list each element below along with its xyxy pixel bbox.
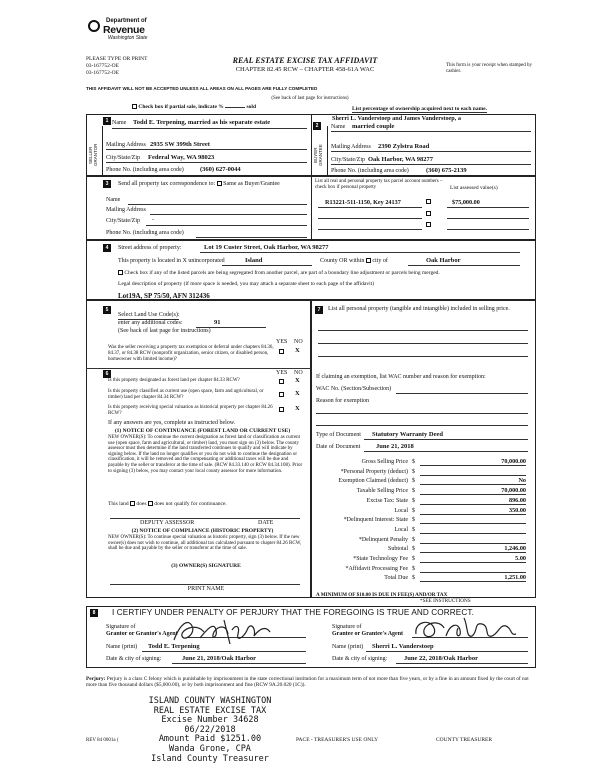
tax-row-symbol: $	[412, 478, 415, 485]
grantee-name[interactable]: Sherri L. Vanderstoep	[372, 643, 434, 650]
land-use-see-back: (See back of last page for instructions)	[118, 328, 211, 334]
corr-phone-field[interactable]	[196, 237, 307, 238]
section-1-number: 1	[103, 117, 111, 125]
tax-row-symbol: $	[412, 565, 415, 572]
stamp-line-5: Amount Paid $1251.00	[158, 734, 262, 745]
tax-row-label: Total Due	[384, 575, 408, 582]
wac-label: WAC No. (Section/Subsection)	[316, 386, 392, 392]
tax-row	[316, 507, 530, 516]
tax-row-value[interactable]: 896.00	[420, 497, 526, 505]
tax-row-label: Subtotal	[387, 546, 408, 553]
tax-row	[316, 516, 530, 525]
minimum-note: A MINIMUM OF $10.00 IS DUE IN FEE(S) AND/OR TAX	[316, 592, 448, 598]
buyer-name-1[interactable]: Sherri L. Vanderstoep and James Vanderstoep, a	[332, 115, 461, 122]
notice-continuance-title: (1) NOTICE OF CONTINUANCE (FOREST LAND OR CURRENT USE)	[114, 428, 291, 434]
corr-mail-label: Mailing Address	[106, 207, 146, 213]
buyer-city-label: City/State/Zip	[331, 157, 365, 163]
stamp-line-2: REAL ESTATE EXCISE TAX	[153, 705, 267, 716]
seller-mail-label: Mailing Address	[106, 142, 146, 148]
section-8-number: 8	[90, 609, 98, 617]
seller-name-label: Name	[112, 120, 127, 126]
land-use-code[interactable]: 91	[214, 319, 221, 326]
grantee-name-label: Name (print)	[332, 644, 364, 650]
section-5-number: 5	[103, 306, 111, 314]
county-treasurer-label: COUNTY TREASURER	[436, 737, 493, 743]
question-current-use: Is this property classified as current use (open space, farm and agricultural, or timber) land per chapter 84.34 RCW?	[108, 389, 264, 400]
ownership-note: List percentage of ownership acquired next to each name.	[352, 106, 487, 112]
tax-row-symbol: $	[412, 546, 415, 553]
partial-sale-row	[132, 104, 256, 110]
q2-no-answer[interactable]: X	[295, 377, 300, 384]
buyer-name-2[interactable]: married couple	[352, 123, 395, 130]
print-name-line[interactable]	[110, 584, 300, 585]
form-title: REAL ESTATE EXCISE TAX AFFIDAVIT	[232, 56, 378, 65]
grantor-sig-label-2: Grantor or Grantor's Agent	[106, 631, 178, 637]
grantee-sig-label-2: Grantee or Grantee's Agent	[332, 631, 404, 637]
assessed-value[interactable]: $75,000.00	[452, 199, 480, 206]
tax-row	[316, 545, 530, 554]
tax-row-value[interactable]: No	[420, 477, 526, 485]
rev-code: REV 84 0001a (	[86, 738, 119, 743]
notice-compliance-title: (2) NOTICE OF COMPLIANCE (HISTORIC PROPERTY)	[131, 528, 274, 534]
tax-row-value[interactable]: 1,246.00	[420, 545, 526, 553]
tax-row-label: Local	[394, 526, 408, 533]
perjury-label: Perjury:	[86, 676, 106, 682]
tax-row-label: Excise Tax: State	[366, 497, 408, 504]
grantor-date[interactable]: June 21, 2018/Oak Harbor	[182, 655, 257, 662]
corr-name-label: Name	[106, 197, 121, 203]
stamp-line-4: 06/22/2018	[184, 724, 236, 735]
no-header-1: NO	[294, 339, 303, 345]
parcel-header: List all real and personal property tax parcel account numbers – check box if personal property	[315, 179, 443, 190]
tax-row-label: *Delinquent Interest: State	[343, 517, 408, 524]
continuance-row	[108, 501, 227, 507]
question-historic: Is this property receiving special valuation as historical property per chapter 84.26 RCW?	[108, 405, 273, 416]
tax-row-label: Exemption Claimed (deduct)	[338, 478, 408, 485]
tax-row	[316, 458, 530, 467]
doc-date[interactable]: June 21, 2018	[376, 443, 414, 450]
segregated-row	[118, 270, 528, 276]
q1-no-answer[interactable]: X	[295, 347, 300, 354]
county-name[interactable]: Island	[245, 257, 263, 264]
tax-row-label: Local	[394, 507, 408, 514]
stamp-line-3: Excise Number 34628	[161, 715, 259, 726]
owner-signature-label: (3) OWNER(S) SIGNATURE	[171, 563, 241, 569]
perjury-note	[86, 676, 536, 688]
buyer-side-label: BUYER GRANTEE	[313, 144, 324, 166]
buyer-name-label: Name	[331, 124, 346, 130]
tax-row-symbol: $	[412, 488, 415, 495]
q2-yes-checkbox[interactable]	[279, 379, 284, 384]
additional-codes-label: enter any additional codes:	[118, 320, 183, 326]
tax-row	[316, 555, 530, 564]
question-forest: Is this property designated as forest land per chapter 84.33 RCW?	[108, 378, 240, 383]
corr-name-field[interactable]	[128, 204, 307, 205]
seller-city-label: City/State/Zip	[106, 155, 140, 161]
does-label: does	[136, 501, 147, 507]
grantee-date-label: Date & city of signing:	[332, 656, 388, 662]
assessed-header: List assessed value(s)	[450, 185, 498, 191]
section-4-number: 4	[103, 244, 111, 252]
buyer-phone-label: Phone No. (including area code)	[331, 168, 409, 174]
wac-field[interactable]	[396, 393, 528, 394]
section-6-number: 6	[103, 370, 111, 378]
form-code-2: 03-167752-OE	[86, 70, 119, 76]
any-yes-note: If any answers are yes, complete as instructed below.	[108, 420, 236, 426]
stamp-line-6: Wanda Grone, CPA	[169, 743, 251, 754]
tax-row-symbol: $	[412, 536, 415, 543]
yes-header-2: YES	[276, 370, 288, 376]
property-city[interactable]: Oak Harbor	[426, 257, 461, 264]
no-header-2: NO	[294, 370, 303, 376]
tax-row-symbol: $	[412, 575, 415, 582]
street-address[interactable]: Lot 19 Custer Street, Oak Harbor, WA 98277	[204, 244, 329, 251]
parcel-personal-checkbox-3[interactable]	[426, 222, 431, 227]
partial-sale-label: Check box if partial sale, indicate %	[138, 104, 224, 110]
same-as-buyer-label: Same as Buyer/Grantee	[223, 181, 280, 187]
see-instructions-note: *SEE INSTRUCTIONS	[420, 598, 471, 604]
exemption-label: If claiming an exemption, list WAC number and reason for exemption:	[316, 374, 486, 380]
personal-property-line-3[interactable]	[318, 356, 528, 357]
grantee-date[interactable]: June 22, 2018/Oak Harbor	[404, 655, 479, 662]
corr-phone-label: Phone No. (including area code)	[106, 230, 184, 236]
tax-row-label: *Delinquent Penalty	[358, 536, 408, 543]
does-checkbox[interactable]	[130, 501, 135, 506]
tax-row-label: *Personal Property (deduct)	[340, 468, 408, 475]
q3-no-answer[interactable]: X	[295, 390, 300, 397]
seller-mail[interactable]: 2935 SW 399th Street	[150, 141, 210, 148]
q4-yes-checkbox[interactable]	[279, 407, 284, 412]
partial-pct-field[interactable]	[225, 107, 245, 108]
grantee-sig-label-1: Signature of	[332, 624, 362, 630]
dor-logo	[88, 18, 158, 50]
parcel-number[interactable]: R13221-511-1150, Key 24137	[325, 199, 401, 206]
sold-label: sold	[246, 104, 257, 110]
tax-row	[316, 497, 530, 506]
deputy-signature-line[interactable]	[110, 518, 300, 519]
section-7-number: 7	[315, 306, 323, 314]
tax-row-value[interactable]: 70,000.00	[420, 458, 526, 466]
land-use-label: Select Land Use Code(s):	[118, 312, 180, 318]
tax-row-value[interactable]	[420, 565, 526, 573]
section-2-number: 2	[313, 122, 321, 130]
pace-label: PACE - TREASURER'S USE ONLY	[296, 737, 379, 743]
tax-row-value[interactable]	[420, 526, 526, 534]
perjury-text: Perjury is a class C felony which is punishable by imprisonment in the state correctional institution for a maximum term of not more than five years, or by a fine in an amount fixed by the court of not more than five thousand dollars ($5,000.00), or by both imprisonment and fine (RCW 9A.20.020 (1C)).	[86, 676, 529, 688]
county-label: County OR within	[320, 258, 365, 264]
reason-line-2[interactable]	[316, 425, 528, 426]
seller-phone[interactable]: (360) 627-0044	[200, 166, 241, 173]
tax-row	[316, 526, 530, 535]
legal-description[interactable]: Lot19A, SP 75/50, AFN 312436	[118, 292, 210, 300]
section-3-number: 3	[103, 180, 111, 188]
tax-row-symbol: $	[412, 497, 415, 504]
grantor-name[interactable]: Todd E. Terpening	[148, 643, 200, 650]
parcel-personal-checkbox-1[interactable]	[426, 199, 431, 204]
tax-row-label: *State Technology Fee	[353, 556, 408, 562]
deputy-date-label: DATE	[258, 520, 274, 526]
doc-type[interactable]: Statutory Warranty Deed	[372, 431, 444, 438]
does-not-checkbox[interactable]	[148, 501, 153, 506]
tax-row-value[interactable]: 350.00	[420, 507, 526, 515]
same-as-buyer-checkbox[interactable]	[217, 181, 222, 186]
certify-text: I CERTIFY UNDER PENALTY OF PERJURY THAT THE FOREGOING IS TRUE AND CORRECT.	[112, 608, 474, 617]
grantor-sig-label-1: Signature of	[106, 624, 136, 630]
seller-name[interactable]: Todd E. Terpening, married as his separate estate	[133, 119, 271, 126]
tax-row-label: Taxable Selling Price	[356, 488, 408, 495]
logo-line2: Revenue	[103, 24, 145, 36]
tax-row-symbol: $	[412, 517, 415, 524]
corr-mail-field[interactable]	[150, 214, 307, 215]
tax-row-symbol: $	[412, 459, 415, 465]
seller-side-label: SELLER GRANTOR	[88, 143, 99, 167]
buyer-phone[interactable]: (360) 675-2139	[426, 167, 467, 174]
see-back-note: (See back of last page for instructions)	[271, 96, 349, 101]
stamp-line-1: ISLAND COUNTY WASHINGTON	[148, 696, 272, 706]
tax-row-value[interactable]	[420, 536, 526, 544]
tax-row-value[interactable]: 70,000.00	[420, 487, 526, 495]
doc-date-label: Date of Document	[316, 444, 361, 450]
logo-mark-icon	[88, 20, 100, 32]
correspondence-row	[118, 181, 280, 188]
within-city-checkbox[interactable]	[366, 258, 371, 263]
tax-row	[316, 487, 530, 496]
deputy-assessor-label: DEPUTY ASSESSOR	[140, 520, 195, 526]
personal-property-label: List all personal property (tangible and intangible) included in selling price.	[328, 306, 510, 312]
city-of-label: city of	[372, 258, 388, 264]
tax-row	[316, 468, 530, 477]
partial-sale-checkbox[interactable]	[132, 104, 137, 109]
county-within-row	[320, 258, 388, 265]
correspondence-label: Send all property tax correspondence to:	[118, 181, 216, 187]
parcel-personal-checkbox-2[interactable]	[426, 211, 431, 216]
logo-line1: Department of	[106, 18, 147, 24]
tax-row-value[interactable]: 1,251.00	[420, 574, 526, 582]
print-name-label: PRINT NAME	[187, 586, 225, 592]
q3-yes-checkbox[interactable]	[279, 392, 284, 397]
notice-compliance-text: NEW OWNER(S): To continue special valuation as historic property, sign (3) below. If the new owner(s) does not wish to continue, all additional tax calculated pursuant to chapter 84.26 RCW, shall be due and payable by the seller or transferor at the time of sale.	[108, 535, 302, 552]
buyer-mail-label: Mailing Address	[331, 144, 371, 150]
segregated-label: Check box if any of the listed parcels are being segregated from another parcel, are part of a boundary line adjustment or parcels being merged.	[124, 270, 440, 276]
this-land-label: This land	[108, 501, 129, 507]
tax-row	[316, 574, 530, 583]
grantor-name-label: Name (print)	[106, 644, 138, 650]
does-not-label: does not qualify for continuance.	[154, 501, 227, 507]
q1-yes-checkbox[interactable]	[279, 349, 284, 354]
tax-row-symbol: $	[412, 526, 415, 533]
logo-line3: Washington State	[108, 35, 148, 41]
form-subtitle: CHAPTER 82.45 RCW – CHAPTER 458-61A WAC	[235, 66, 375, 73]
tax-row-value[interactable]	[420, 516, 526, 524]
stamp-line-7: Island County Treasurer	[151, 753, 269, 764]
tax-row-value[interactable]	[420, 468, 526, 476]
personal-property-line-1[interactable]	[318, 330, 528, 331]
seller-city[interactable]: Federal Way, WA 98023	[148, 154, 215, 161]
q4-no-answer[interactable]: X	[295, 405, 300, 412]
tax-row-label: *Affidavit Processing Fee	[345, 565, 408, 572]
corr-city-label: City/State/Zip	[106, 218, 140, 224]
tax-row-value[interactable]: 5.00	[420, 555, 526, 563]
notice-continuance-text: NEW OWNER(S): To continue the current designation as forest land or classification as current use (open space, farm and agricultural, or timber) land, you must sign on (3) below. The county assessor must then determine if the land transferred continues to qualify and will indicate by signing below. If the land no longer qualifies or you do not wish to continue the designation or classification, it will be removed and the compensating or additional taxes will be due and payable by the seller or transferor at the time of sale. (RCW 84.33.140 or RCW 84.34.108). Prior to signing (3) below, you may contact your local county assessor for more information.	[108, 435, 303, 474]
question-exemption: Was the seller receiving a property tax exemption or deferral under chapters 84.36, 84.37, or 84.38 RCW (nonprofit organization, senior citizen, or disabled person, homeowner with limited income)?	[108, 345, 274, 362]
yes-header-1: YES	[276, 339, 288, 345]
receipt-note: This form is your receipt when stamped by cashier.	[446, 63, 532, 74]
buyer-mail[interactable]: 2390 Zylstra Road	[378, 143, 430, 150]
tax-row-symbol: $	[412, 507, 415, 514]
legal-label: Legal description of property (if more space is needed, you may attach a separate sheet to each page of the affidavit)	[118, 281, 374, 287]
print-note: PLEASE TYPE OR PRINT	[86, 56, 148, 62]
tax-row-symbol: $	[412, 556, 415, 562]
treasurer-stamp	[130, 697, 290, 764]
tax-row	[316, 536, 530, 545]
located-label: This property is located in X unincorporated	[118, 258, 225, 264]
street-label: Street address of property:	[118, 245, 182, 251]
warning-line: THIS AFFIDAVIT WILL NOT BE ACCEPTED UNLESS ALL AREAS ON ALL PAGES ARE FULLY COMPLETED	[86, 86, 318, 91]
form-code-1: 03-167752-OE	[86, 63, 119, 69]
tax-row	[316, 477, 530, 486]
doc-type-label: Type of Document	[316, 432, 361, 438]
reason-line-1[interactable]	[316, 413, 528, 414]
buyer-city[interactable]: Oak Harbor, WA 98277	[368, 156, 434, 163]
grantor-date-label: Date & city of signing:	[106, 656, 162, 662]
grantee-signature-image	[410, 614, 520, 644]
tax-row-label: Gross Selling Price	[361, 459, 408, 465]
corr-city-value[interactable]: -	[152, 217, 154, 223]
tax-row-symbol: $	[412, 468, 415, 475]
segregated-checkbox[interactable]	[118, 270, 123, 275]
tax-row	[316, 565, 530, 574]
seller-phone-label: Phone No. (including area code)	[106, 167, 184, 173]
personal-property-line-2[interactable]	[318, 343, 528, 344]
reason-label: Reason for exemption	[316, 398, 369, 404]
